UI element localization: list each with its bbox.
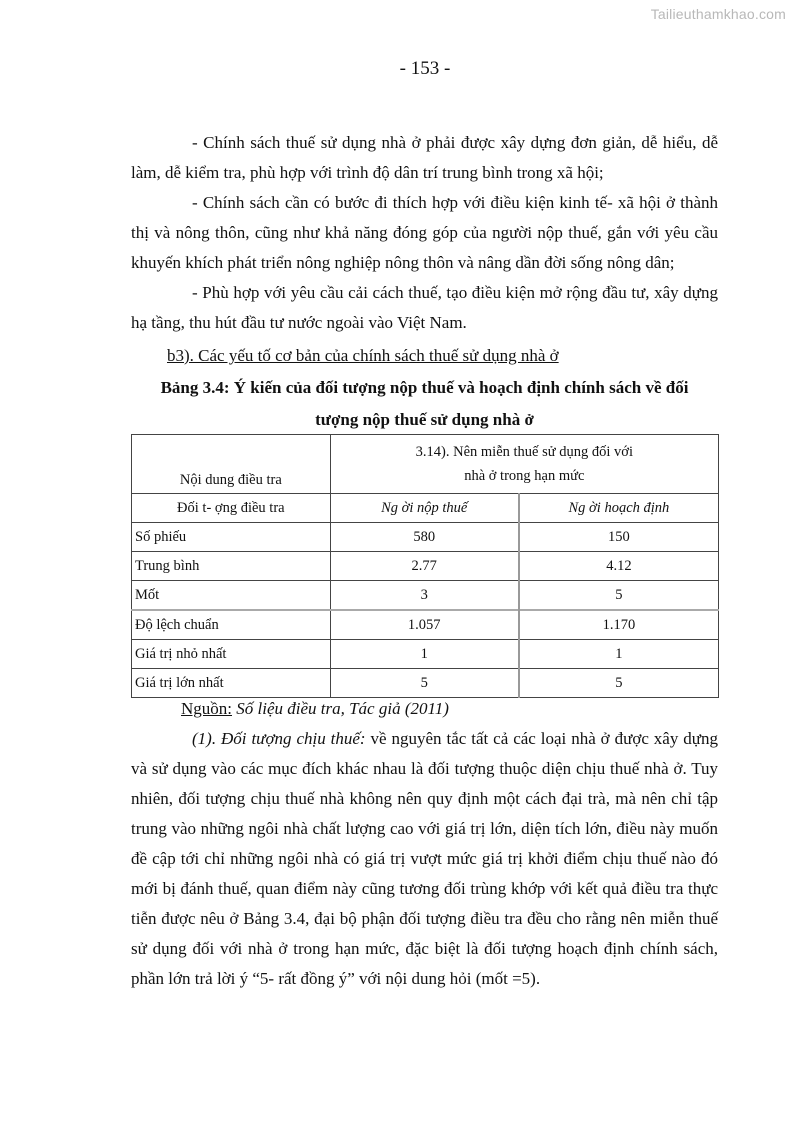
table-row (132, 523, 719, 552)
page-number: - 153 - (399, 58, 451, 79)
table-header-row (132, 435, 719, 494)
taxpayer-value: 2.77 (330, 552, 519, 581)
taxpayer-value: 5 (330, 669, 519, 698)
taxable-object-lead: (1). Đối tượng chịu thuế: (192, 729, 366, 748)
table-title-line-2: tượng nộp thuế sử dụng nhà ở (315, 410, 534, 429)
table-row (132, 581, 719, 611)
policymaker-value: 5 (519, 581, 719, 611)
intro-paragraph: - Chính sách cần có bước đi thích hợp với điều kiện kinh tế- xã hội ở thành thị và nông thôn, cũng như khả năng đóng góp của người nộp thuế, gắn với yêu cầu khuyến khích phát triển nông nghiệp nông thôn và nâng dần đời sống nông dân; (131, 193, 718, 272)
row-label: Trung bình (132, 552, 331, 581)
header-question-line-2: nhà ở trong hạn mức (464, 468, 585, 484)
taxable-object-section (131, 724, 718, 994)
header-question-line-1: 3.14). Nên miễn thuế sử dụng đối với (415, 444, 633, 460)
taxable-object-text: về nguyên tắc tất cả các loại nhà ở được xây dựng và sử dụng vào các mục đích khác nhau là đối tượng thuộc diện chịu thuế nhà ở. Tuy nhiên, đối tượng chịu thuế nhà không nên quy định một cách đại trà, mà nên chỉ tập trung vào những ngôi nhà chất lượng cao với giá trị lớn, diện tích lớn, điều này muốn đề cập tới chỉ những ngôi nhà có giá trị vượt mức giá trị khởi điểm chịu thuế nào đó mới bị đánh thuế, quan điểm này cũng tương đối trùng khớp với kết quả điều tra thực tiễn được nêu ở Bảng 3.4, đại bộ phận đối tượng điều tra đều cho rằng nên miễn thuế sử dụng đối với nhà ở trong hạn mức, đặc biệt là đối tượng hoạch định chính sách, phần lớn trả lời ý “5- rất đồng ý” với nội dung hỏi (mốt =5). (131, 729, 718, 988)
table-title-line-1: Bảng 3.4: Ý kiến của đối tượng nộp thuế và hoạch định chính sách về đối (160, 378, 689, 397)
taxpayer-value: 1 (330, 640, 519, 669)
row-label: Độ lệch chuẩn (132, 610, 331, 640)
taxable-object-paragraph (131, 724, 718, 994)
table-subheader-row (132, 494, 719, 523)
intro-section (131, 128, 718, 338)
header-question-cell (330, 435, 718, 494)
table-row (132, 669, 719, 698)
header-content-cell: Nội dung điều tra (132, 435, 331, 494)
watermark: Tailieuthamkhao.com (650, 6, 786, 22)
intro-paragraph: - Phù hợp với yêu cầu cải cách thuế, tạo điều kiện mở rộng đầu tư, xây dựng hạ tầng, thu hút đầu tư nước ngoài vào Việt Nam. (131, 283, 718, 332)
row-label: Giá trị lớn nhất (132, 669, 331, 698)
row-label: Mốt (132, 581, 331, 611)
policymaker-value: 150 (519, 523, 719, 552)
source-label: Nguồn: (181, 699, 232, 718)
row-label: Giá trị nhỏ nhất (132, 640, 331, 669)
table-row (132, 610, 719, 640)
table-row (132, 640, 719, 669)
header-policymaker-cell: Ng ời hoạch định (519, 494, 719, 523)
source-text: Số liệu điều tra, Tác giả (2011) (232, 699, 449, 718)
intro-paragraph: - Chính sách thuế sử dụng nhà ở phải được xây dựng đơn giản, dễ hiểu, dễ làm, dễ kiểm tra, phù hợp với trình độ dân trí trung bình trong xã hội; (131, 133, 718, 182)
header-subject-cell: Đối t- ợng điều tra (132, 494, 331, 523)
table-row (132, 552, 719, 581)
policymaker-value: 1 (519, 640, 719, 669)
survey-stats-table (131, 434, 719, 698)
header-taxpayer-cell: Ng ời nộp thuế (330, 494, 519, 523)
taxpayer-value: 580 (330, 523, 519, 552)
taxpayer-value: 1.057 (330, 610, 519, 640)
table-source (181, 697, 449, 721)
policymaker-value: 4.12 (519, 552, 719, 581)
row-label: Số phiếu (132, 523, 331, 552)
taxpayer-value: 3 (330, 581, 519, 611)
policymaker-value: 1.170 (519, 610, 719, 640)
section-subheading: b3). Các yếu tố cơ bản của chính sách thuế sử dụng nhà ở (167, 346, 559, 365)
policymaker-value: 5 (519, 669, 719, 698)
table-title (131, 372, 718, 436)
